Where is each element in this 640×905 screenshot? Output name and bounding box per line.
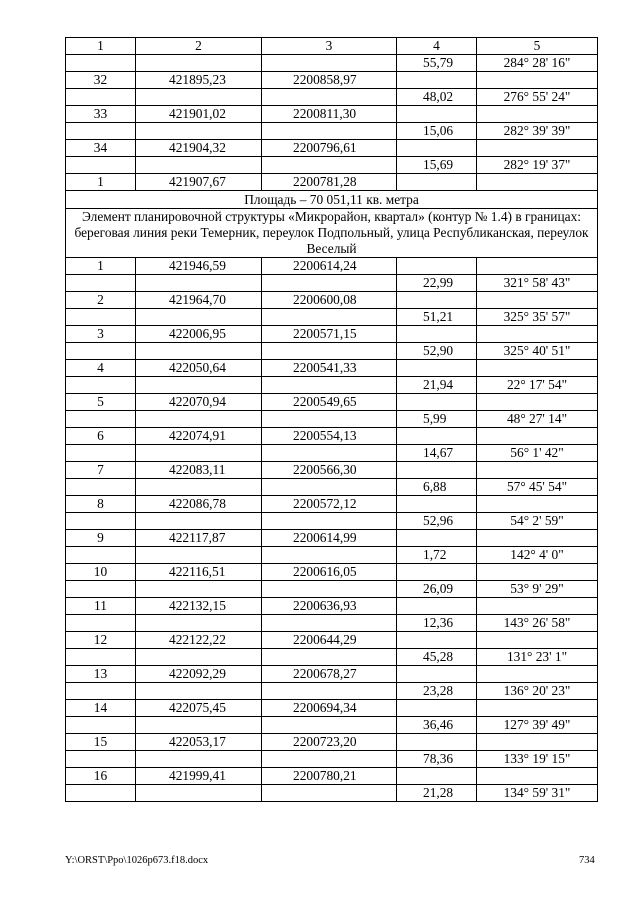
x-coordinate-cell: 422075,45 <box>136 700 262 717</box>
direction-angle-cell <box>477 72 598 89</box>
direction-angle-cell: 134° 59' 31" <box>477 785 598 802</box>
table-row <box>66 768 598 785</box>
direction-angle-cell <box>477 700 598 717</box>
y-coordinate-cell: 2200571,15 <box>262 326 397 343</box>
header-cell: 5 <box>477 38 598 55</box>
point-number-cell <box>66 581 136 598</box>
x-coordinate-cell: 421904,32 <box>136 140 262 157</box>
point-number-cell: 12 <box>66 632 136 649</box>
distance-cell <box>397 394 477 411</box>
distance-cell <box>397 496 477 513</box>
point-number-cell: 6 <box>66 428 136 445</box>
table-row <box>66 513 598 530</box>
distance-cell: 6,88 <box>397 479 477 496</box>
direction-angle-cell <box>477 174 598 191</box>
x-coordinate-cell: 422050,64 <box>136 360 262 377</box>
x-coordinate-cell <box>136 751 262 768</box>
point-number-cell: 32 <box>66 72 136 89</box>
table-row <box>66 785 598 802</box>
header-cell: 2 <box>136 38 262 55</box>
y-coordinate-cell <box>262 275 397 292</box>
point-number-cell <box>66 751 136 768</box>
distance-cell: 52,96 <box>397 513 477 530</box>
distance-cell: 51,21 <box>397 309 477 326</box>
point-number-cell <box>66 55 136 72</box>
x-coordinate-cell <box>136 479 262 496</box>
y-coordinate-cell <box>262 547 397 564</box>
y-coordinate-cell <box>262 717 397 734</box>
point-number-cell: 7 <box>66 462 136 479</box>
x-coordinate-cell <box>136 683 262 700</box>
point-number-cell <box>66 89 136 106</box>
table-row <box>66 89 598 106</box>
y-coordinate-cell: 2200541,33 <box>262 360 397 377</box>
x-coordinate-cell: 421895,23 <box>136 72 262 89</box>
point-number-cell: 15 <box>66 734 136 751</box>
header-cell: 3 <box>262 38 397 55</box>
direction-angle-cell <box>477 564 598 581</box>
table-row <box>66 462 598 479</box>
direction-angle-cell: 321° 58' 43" <box>477 275 598 292</box>
distance-cell: 14,67 <box>397 445 477 462</box>
distance-cell <box>397 106 477 123</box>
direction-angle-cell: 54° 2' 59" <box>477 513 598 530</box>
y-coordinate-cell: 2200572,12 <box>262 496 397 513</box>
distance-cell <box>397 530 477 547</box>
x-coordinate-cell: 421999,41 <box>136 768 262 785</box>
point-number-cell: 33 <box>66 106 136 123</box>
direction-angle-cell: 325° 40' 51" <box>477 343 598 360</box>
x-coordinate-cell: 421901,02 <box>136 106 262 123</box>
y-coordinate-cell <box>262 649 397 666</box>
distance-cell: 23,28 <box>397 683 477 700</box>
distance-cell: 21,28 <box>397 785 477 802</box>
x-coordinate-cell <box>136 309 262 326</box>
direction-angle-cell: 136° 20' 23" <box>477 683 598 700</box>
direction-angle-cell <box>477 360 598 377</box>
y-coordinate-cell: 2200796,61 <box>262 140 397 157</box>
point-number-cell <box>66 343 136 360</box>
direction-angle-cell: 48° 27' 14" <box>477 411 598 428</box>
direction-angle-cell: 284° 28' 16" <box>477 55 598 72</box>
distance-cell <box>397 72 477 89</box>
x-coordinate-cell: 422092,29 <box>136 666 262 683</box>
table-row <box>66 343 598 360</box>
distance-cell <box>397 174 477 191</box>
table-row <box>66 598 598 615</box>
distance-cell: 22,99 <box>397 275 477 292</box>
distance-cell <box>397 734 477 751</box>
distance-cell: 26,09 <box>397 581 477 598</box>
coordinates-page <box>65 37 597 802</box>
point-number-cell <box>66 157 136 174</box>
table-row <box>66 564 598 581</box>
point-number-cell: 2 <box>66 292 136 309</box>
y-coordinate-cell <box>262 123 397 140</box>
distance-cell <box>397 768 477 785</box>
x-coordinate-cell: 422053,17 <box>136 734 262 751</box>
point-number-cell <box>66 683 136 700</box>
x-coordinate-cell: 422086,78 <box>136 496 262 513</box>
direction-angle-cell: 143° 26' 58" <box>477 615 598 632</box>
y-coordinate-cell <box>262 89 397 106</box>
y-coordinate-cell <box>262 683 397 700</box>
footer-page-number: 734 <box>579 855 595 866</box>
direction-angle-cell <box>477 106 598 123</box>
point-number-cell: 10 <box>66 564 136 581</box>
direction-angle-cell: 22° 17' 54" <box>477 377 598 394</box>
table-row <box>66 751 598 768</box>
y-coordinate-cell: 2200616,05 <box>262 564 397 581</box>
direction-angle-cell <box>477 666 598 683</box>
direction-angle-cell <box>477 394 598 411</box>
point-number-cell <box>66 377 136 394</box>
distance-cell <box>397 140 477 157</box>
x-coordinate-cell <box>136 717 262 734</box>
direction-angle-cell: 56° 1' 42" <box>477 445 598 462</box>
y-coordinate-cell <box>262 55 397 72</box>
table-row <box>66 445 598 462</box>
y-coordinate-cell: 2200858,97 <box>262 72 397 89</box>
y-coordinate-cell <box>262 411 397 428</box>
distance-cell: 5,99 <box>397 411 477 428</box>
point-number-cell: 8 <box>66 496 136 513</box>
direction-angle-cell <box>477 496 598 513</box>
point-number-cell: 3 <box>66 326 136 343</box>
y-coordinate-cell <box>262 343 397 360</box>
table-row <box>66 309 598 326</box>
x-coordinate-cell: 422083,11 <box>136 462 262 479</box>
direction-angle-cell <box>477 734 598 751</box>
point-number-cell <box>66 717 136 734</box>
table-row <box>66 292 598 309</box>
point-number-cell: 14 <box>66 700 136 717</box>
y-coordinate-cell: 2200600,08 <box>262 292 397 309</box>
table-row <box>66 106 598 123</box>
y-coordinate-cell <box>262 157 397 174</box>
distance-cell: 36,46 <box>397 717 477 734</box>
table-row <box>66 377 598 394</box>
x-coordinate-cell <box>136 343 262 360</box>
point-number-cell: 4 <box>66 360 136 377</box>
table-row <box>66 615 598 632</box>
x-coordinate-cell <box>136 411 262 428</box>
direction-angle-cell <box>477 292 598 309</box>
direction-angle-cell <box>477 598 598 615</box>
x-coordinate-cell: 422122,22 <box>136 632 262 649</box>
y-coordinate-cell <box>262 581 397 598</box>
y-coordinate-cell <box>262 615 397 632</box>
direction-angle-cell: 282° 19' 37" <box>477 157 598 174</box>
x-coordinate-cell <box>136 275 262 292</box>
distance-cell: 78,36 <box>397 751 477 768</box>
point-number-cell <box>66 309 136 326</box>
point-number-cell: 16 <box>66 768 136 785</box>
table-row <box>66 72 598 89</box>
distance-cell: 48,02 <box>397 89 477 106</box>
point-number-cell: 1 <box>66 258 136 275</box>
y-coordinate-cell <box>262 309 397 326</box>
x-coordinate-cell <box>136 377 262 394</box>
point-number-cell: 13 <box>66 666 136 683</box>
table-row <box>66 258 598 275</box>
x-coordinate-cell: 422006,95 <box>136 326 262 343</box>
point-number-cell <box>66 479 136 496</box>
y-coordinate-cell: 2200678,27 <box>262 666 397 683</box>
point-number-cell <box>66 649 136 666</box>
direction-angle-cell <box>477 140 598 157</box>
table-row <box>66 700 598 717</box>
x-coordinate-cell <box>136 649 262 666</box>
table-row <box>66 632 598 649</box>
table-row <box>66 123 598 140</box>
area-summary: Площадь – 70 051,11 кв. метра <box>66 191 598 209</box>
table-row <box>66 581 598 598</box>
distance-cell: 15,06 <box>397 123 477 140</box>
x-coordinate-cell <box>136 513 262 530</box>
distance-cell: 55,79 <box>397 55 477 72</box>
x-coordinate-cell <box>136 123 262 140</box>
x-coordinate-cell <box>136 89 262 106</box>
y-coordinate-cell <box>262 479 397 496</box>
direction-angle-cell: 127° 39' 49" <box>477 717 598 734</box>
table-row <box>66 683 598 700</box>
x-coordinate-cell: 422070,94 <box>136 394 262 411</box>
distance-cell: 21,94 <box>397 377 477 394</box>
header-cell: 1 <box>66 38 136 55</box>
area-summary-row <box>66 191 598 209</box>
x-coordinate-cell: 422117,87 <box>136 530 262 547</box>
point-number-cell: 1 <box>66 174 136 191</box>
table-row <box>66 479 598 496</box>
y-coordinate-cell <box>262 445 397 462</box>
x-coordinate-cell <box>136 445 262 462</box>
y-coordinate-cell: 2200549,65 <box>262 394 397 411</box>
table-row <box>66 547 598 564</box>
x-coordinate-cell: 421964,70 <box>136 292 262 309</box>
direction-angle-cell: 276° 55' 24" <box>477 89 598 106</box>
direction-angle-cell: 53° 9' 29" <box>477 581 598 598</box>
x-coordinate-cell: 422132,15 <box>136 598 262 615</box>
point-number-cell <box>66 275 136 292</box>
x-coordinate-cell <box>136 581 262 598</box>
direction-angle-cell: 325° 35' 57" <box>477 309 598 326</box>
point-number-cell <box>66 445 136 462</box>
direction-angle-cell: 282° 39' 39" <box>477 123 598 140</box>
point-number-cell: 5 <box>66 394 136 411</box>
y-coordinate-cell: 2200614,24 <box>262 258 397 275</box>
distance-cell: 52,90 <box>397 343 477 360</box>
y-coordinate-cell: 2200780,21 <box>262 768 397 785</box>
point-number-cell <box>66 123 136 140</box>
distance-cell <box>397 292 477 309</box>
table-row <box>66 326 598 343</box>
distance-cell: 45,28 <box>397 649 477 666</box>
distance-cell <box>397 360 477 377</box>
x-coordinate-cell: 422116,51 <box>136 564 262 581</box>
distance-cell <box>397 632 477 649</box>
y-coordinate-cell: 2200554,13 <box>262 428 397 445</box>
direction-angle-cell: 57° 45' 54" <box>477 479 598 496</box>
y-coordinate-cell <box>262 513 397 530</box>
y-coordinate-cell: 2200781,28 <box>262 174 397 191</box>
distance-cell: 15,69 <box>397 157 477 174</box>
distance-cell <box>397 326 477 343</box>
y-coordinate-cell <box>262 751 397 768</box>
distance-cell: 1,72 <box>397 547 477 564</box>
distance-cell <box>397 258 477 275</box>
distance-cell <box>397 462 477 479</box>
x-coordinate-cell <box>136 615 262 632</box>
table-row <box>66 717 598 734</box>
point-number-cell: 9 <box>66 530 136 547</box>
table-row <box>66 360 598 377</box>
point-number-cell: 11 <box>66 598 136 615</box>
direction-angle-cell <box>477 326 598 343</box>
x-coordinate-cell: 421946,59 <box>136 258 262 275</box>
x-coordinate-cell <box>136 55 262 72</box>
y-coordinate-cell: 2200636,93 <box>262 598 397 615</box>
element-description-row <box>66 209 598 258</box>
y-coordinate-cell <box>262 785 397 802</box>
table-row <box>66 157 598 174</box>
y-coordinate-cell: 2200644,29 <box>262 632 397 649</box>
direction-angle-cell <box>477 258 598 275</box>
x-coordinate-cell: 421907,67 <box>136 174 262 191</box>
y-coordinate-cell: 2200614,99 <box>262 530 397 547</box>
coordinates-table <box>65 37 598 802</box>
distance-cell <box>397 564 477 581</box>
table-header-row <box>66 38 598 55</box>
y-coordinate-cell: 2200694,34 <box>262 700 397 717</box>
y-coordinate-cell: 2200566,30 <box>262 462 397 479</box>
direction-angle-cell: 142° 4' 0" <box>477 547 598 564</box>
direction-angle-cell <box>477 530 598 547</box>
table-row <box>66 649 598 666</box>
y-coordinate-cell <box>262 377 397 394</box>
y-coordinate-cell: 2200723,20 <box>262 734 397 751</box>
distance-cell <box>397 598 477 615</box>
element-description: Элемент планировочной структуры «Микрорайон, квартал» (контур № 1.4) в границах: береговая линия реки Темерник, переулок Подпольный, улица Республиканская, переулок Веселый <box>66 209 598 258</box>
x-coordinate-cell: 422074,91 <box>136 428 262 445</box>
distance-cell <box>397 428 477 445</box>
point-number-cell <box>66 615 136 632</box>
distance-cell <box>397 666 477 683</box>
table-row <box>66 140 598 157</box>
table-row <box>66 55 598 72</box>
header-cell: 4 <box>397 38 477 55</box>
x-coordinate-cell <box>136 157 262 174</box>
point-number-cell: 34 <box>66 140 136 157</box>
direction-angle-cell <box>477 632 598 649</box>
point-number-cell <box>66 785 136 802</box>
point-number-cell <box>66 547 136 564</box>
y-coordinate-cell: 2200811,30 <box>262 106 397 123</box>
table-row <box>66 734 598 751</box>
footer-file-path: Y:\ORST\Ppo\1026p673.f18.docx <box>65 855 209 866</box>
distance-cell: 12,36 <box>397 615 477 632</box>
table-row <box>66 530 598 547</box>
direction-angle-cell: 133° 19' 15" <box>477 751 598 768</box>
table-row <box>66 411 598 428</box>
table-row <box>66 174 598 191</box>
point-number-cell <box>66 513 136 530</box>
table-row <box>66 666 598 683</box>
direction-angle-cell: 131° 23' 1" <box>477 649 598 666</box>
table-row <box>66 496 598 513</box>
x-coordinate-cell <box>136 547 262 564</box>
direction-angle-cell <box>477 768 598 785</box>
x-coordinate-cell <box>136 785 262 802</box>
table-row <box>66 394 598 411</box>
direction-angle-cell <box>477 428 598 445</box>
table-row <box>66 275 598 292</box>
table-row <box>66 428 598 445</box>
distance-cell <box>397 700 477 717</box>
point-number-cell <box>66 411 136 428</box>
direction-angle-cell <box>477 462 598 479</box>
